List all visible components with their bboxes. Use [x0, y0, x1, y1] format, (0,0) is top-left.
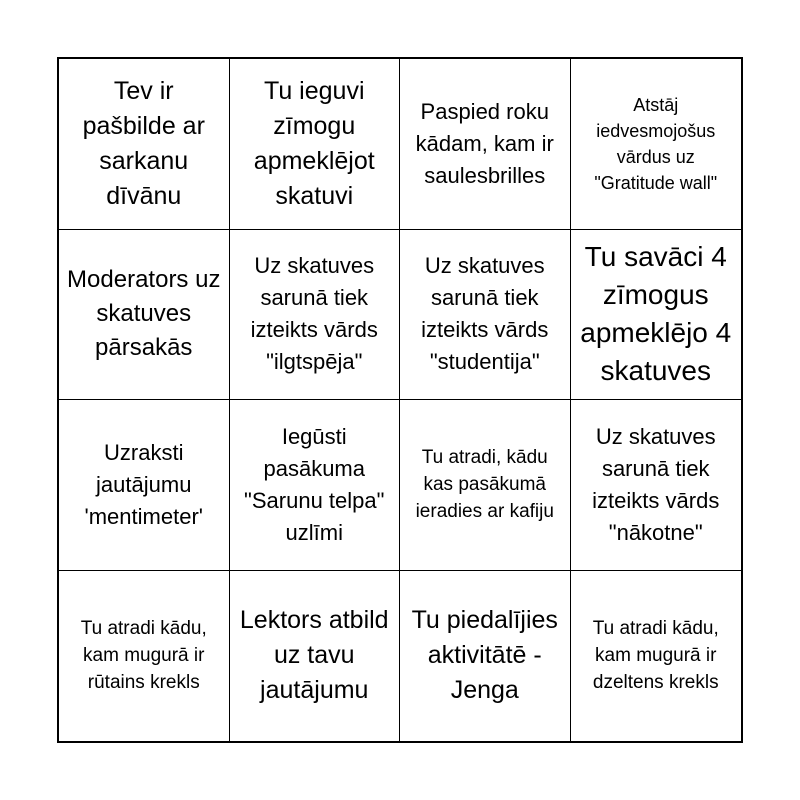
bingo-cell-r1c1[interactable]	[59, 59, 230, 230]
bingo-cell-r2c2[interactable]	[230, 230, 401, 401]
bingo-cell-text: Tu atradi kādu, kam mugurā ir dzeltens krekls	[592, 618, 719, 694]
bingo-cell-text: Iegūsti pasākuma "Sarunu telpa" uzlīmi	[244, 423, 385, 545]
bingo-cell-r2c3[interactable]	[400, 230, 571, 401]
bingo-cell-text: Atstāj iedvesmojošus vārdus uz "Gratitude wall"	[594, 94, 718, 193]
bingo-cell-r4c2[interactable]	[230, 571, 401, 742]
bingo-cell-text: Paspied roku kādam, kam ir saulesbrilles	[415, 98, 554, 188]
bingo-cell-r3c2[interactable]	[230, 400, 401, 571]
bingo-cell-text: Tu savāci 4 zīmogus apmeklējo 4 skatuves	[580, 241, 732, 387]
bingo-cell-r3c3[interactable]	[400, 400, 571, 571]
bingo-cell-text: Tu ieguvi zīmogu apmeklējot skatuvi	[253, 76, 375, 210]
bingo-board	[57, 57, 743, 743]
bingo-cell-text: Moderators uz skatuves pārsakās	[67, 266, 221, 362]
bingo-cell-text: Tu piedalījies aktivitātē - Jenga	[411, 606, 558, 705]
bingo-cell-r1c4[interactable]	[571, 59, 742, 230]
bingo-cell-text: Uz skatuves sarunā tiek izteikts vārds "ilgtspēja"	[250, 253, 378, 375]
bingo-cell-r3c1[interactable]	[59, 400, 230, 571]
bingo-cell-r4c4[interactable]	[571, 571, 742, 742]
bingo-cell-r4c1[interactable]	[59, 571, 230, 742]
bingo-cell-text: Uz skatuves sarunā tiek izteikts vārds "studentija"	[421, 253, 549, 375]
bingo-cell-r2c1[interactable]	[59, 230, 230, 401]
bingo-cell-r2c4[interactable]	[571, 230, 742, 401]
bingo-cell-r1c2[interactable]	[230, 59, 401, 230]
bingo-cell-r3c4[interactable]	[571, 400, 742, 571]
bingo-cell-text: Tu atradi kādu, kam mugurā ir rūtains krekls	[80, 618, 207, 694]
bingo-cell-r4c3[interactable]	[400, 571, 571, 742]
bingo-cell-text: Uz skatuves sarunā tiek izteikts vārds "nākotne"	[592, 423, 720, 545]
bingo-cell-text: Uzraksti jautājumu 'mentimeter'	[84, 439, 203, 529]
bingo-cell-text: Tev ir pašbilde ar sarkanu dīvānu	[82, 76, 205, 210]
bingo-cell-r1c3[interactable]	[400, 59, 571, 230]
bingo-cell-text: Lektors atbild uz tavu jautājumu	[239, 606, 389, 705]
bingo-cell-text: Tu atradi, kādu kas pasākumā ieradies ar kafiju	[415, 447, 554, 523]
